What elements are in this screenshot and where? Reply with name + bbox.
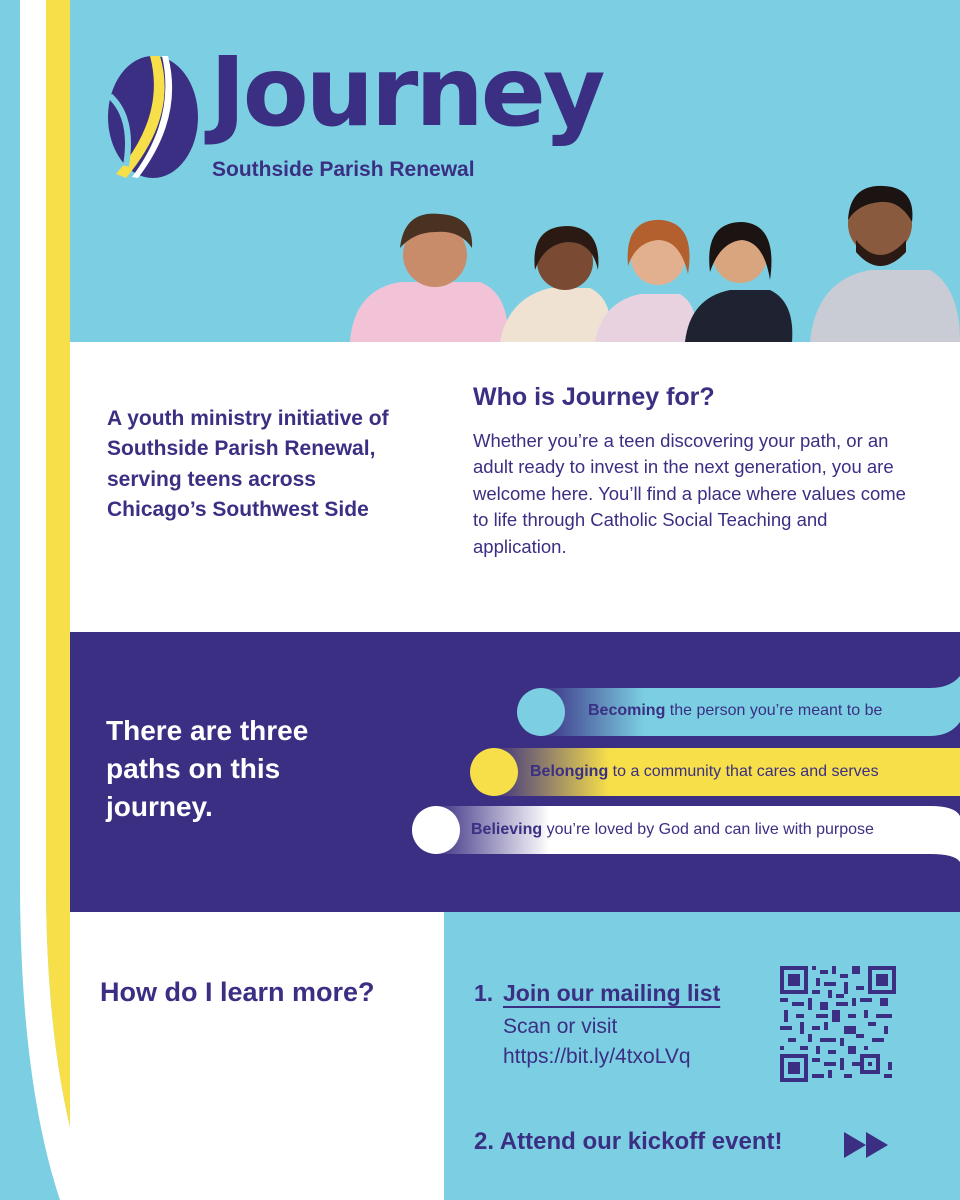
learn-more-left — [70, 912, 444, 1200]
mailing-list-link[interactable]: Join our mailing list — [503, 980, 721, 1006]
journey-logo-icon — [108, 56, 198, 178]
believing-dot-icon — [412, 806, 460, 854]
belonging-dot-icon — [470, 748, 518, 796]
who-title: Who is Journey for? — [473, 383, 715, 411]
paths-title: There are three paths on this journey. — [106, 715, 309, 822]
signup-url[interactable]: https://bit.ly/4txoLVq — [503, 1045, 691, 1069]
who-body: Whether you’re a teen discovering your path, or an adult ready to invest in the next generation, you are welcome here. You’ll find a place where values come to life through Catholic Social Teaching and application. — [473, 430, 906, 557]
path-becoming: Becoming the person you’re meant to be — [588, 702, 883, 719]
scan-or-visit: Scan or visit — [503, 1015, 618, 1038]
group-photo — [340, 170, 960, 342]
learn-more-title: How do I learn more? — [100, 977, 375, 1007]
brand-name: Journey — [210, 36, 603, 148]
path-belonging: Belonging to a community that cares and serves — [530, 763, 879, 780]
qr-code-icon[interactable] — [780, 966, 896, 1082]
step1-details — [503, 1012, 691, 1073]
fast-forward-icon — [844, 1132, 890, 1158]
path-believing: Believing you’re loved by God and can live with purpose — [471, 821, 874, 838]
brand-subtitle: Southside Parish Renewal — [212, 158, 475, 181]
kickoff-event-step: 2. Attend our kickoff event! — [474, 1128, 783, 1155]
becoming-dot-icon — [517, 688, 565, 736]
intro-text: A youth ministry initiative of Southside Parish Renewal, serving teens across Chicago’s Southwest Side — [107, 407, 389, 522]
step1-number: 1. — [474, 980, 494, 1006]
